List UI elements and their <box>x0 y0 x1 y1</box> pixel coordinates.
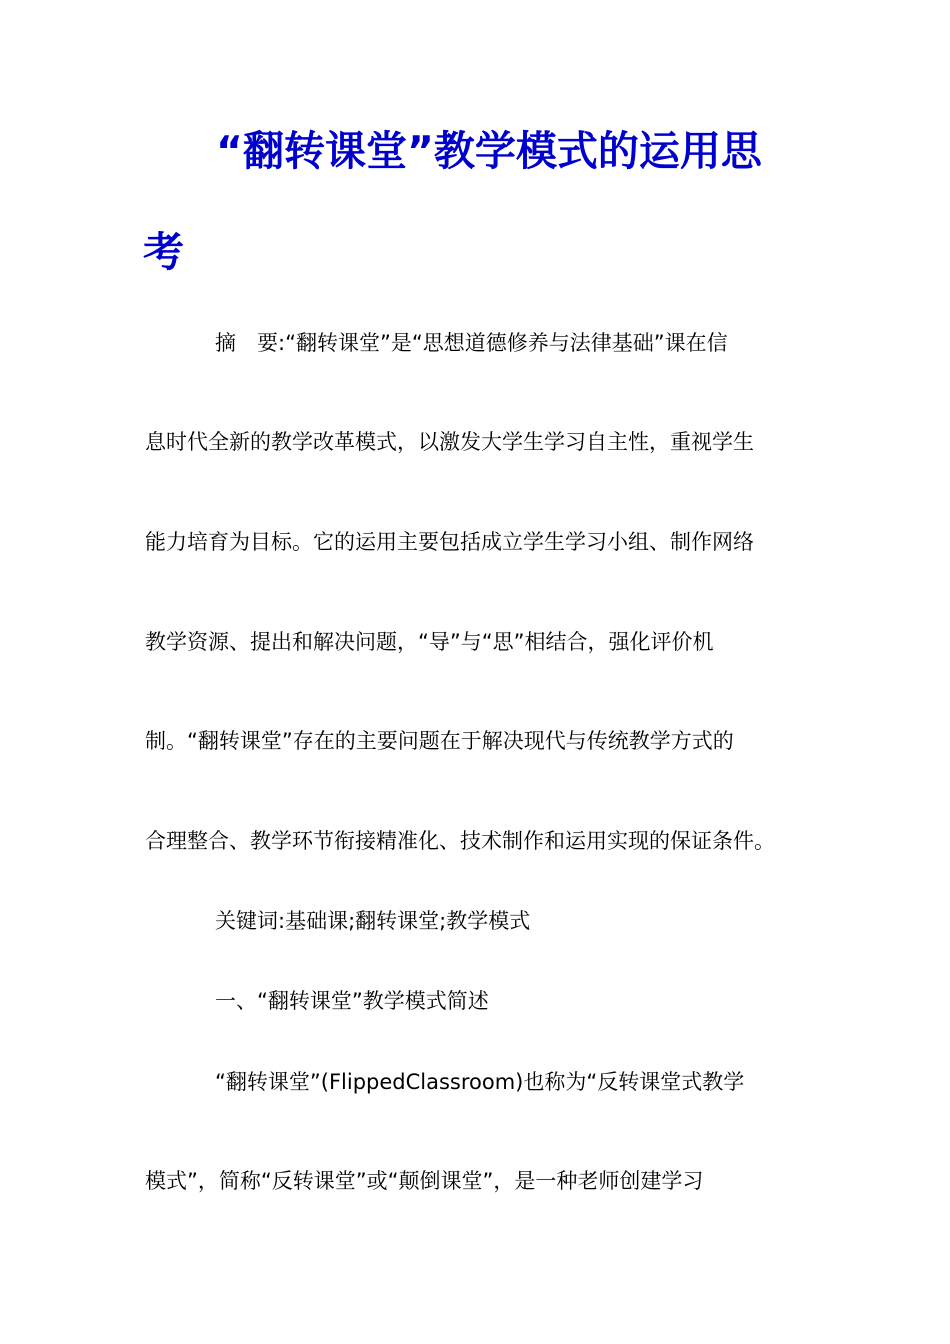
abstract-line: 制。“翻转课堂”存在的主要问题在于解决现代与传统教学方式的 <box>145 729 734 753</box>
abstract-line: 教学资源、提出和解决问题，“导”与“思”相结合，强化评价机 <box>145 630 714 654</box>
document-title-line-1: “翻转课堂”教学模式的运用思 <box>216 127 762 175</box>
body-line: 模式”，简称“反转课堂”或“颠倒课堂”，是一种老师创建学习 <box>145 1169 704 1193</box>
body-line: “翻转课堂”(FlippedClassroom)也称为“反转课堂式教学 <box>215 1070 745 1094</box>
abstract-line: 摘 要:“翻转课堂”是“思想道德修养与法律基础”课在信 <box>215 331 728 355</box>
keywords-line: 关键词:基础课;翻转课堂;教学模式 <box>215 909 531 933</box>
document-title-line-2: 考 <box>143 228 184 276</box>
section-heading: 一、“翻转课堂”教学模式简述 <box>215 989 489 1013</box>
abstract-line: 息时代全新的教学改革模式，以激发大学生学习自主性，重视学生 <box>145 430 754 454</box>
abstract-line: 合理整合、教学环节衔接精准化、技术制作和运用实现的保证条件。 <box>145 829 775 853</box>
abstract-line: 能力培育为目标。它的运用主要包括成立学生学习小组、制作网络 <box>145 530 754 554</box>
